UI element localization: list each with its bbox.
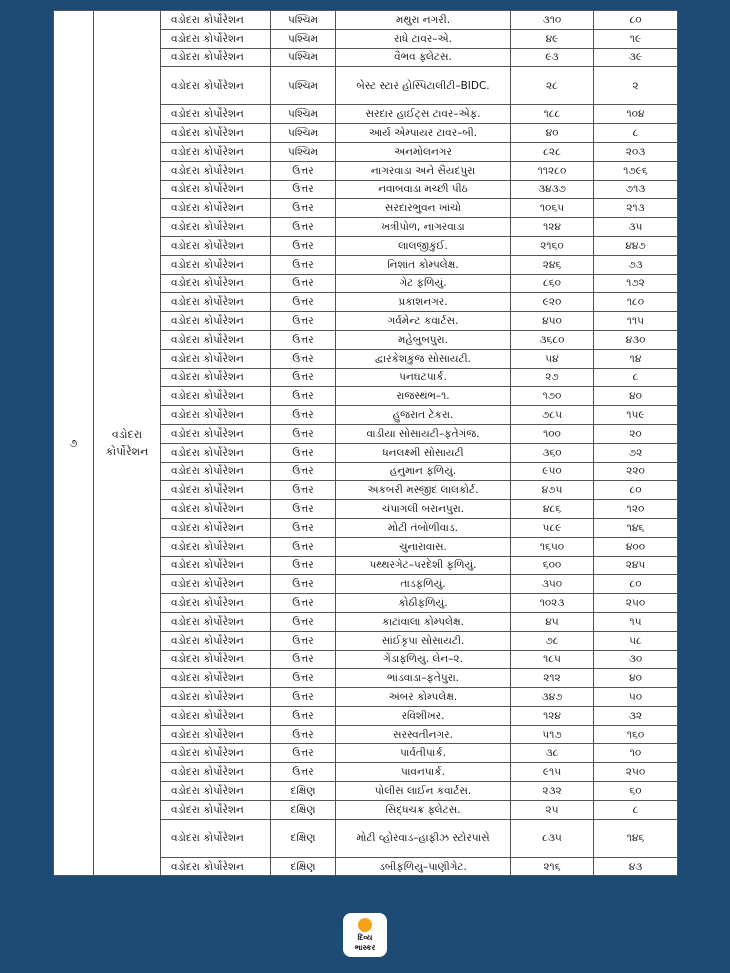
- population-cell: ૮૨૮: [511, 142, 594, 161]
- houses-cell: ૪૩૦: [594, 330, 678, 349]
- area-name-cell: કાટાંવાલા કોમ્પલેક્ષ.: [336, 612, 511, 631]
- zone-cell: ઉત્તર: [271, 631, 336, 650]
- population-cell: ૯૨૦: [511, 293, 594, 312]
- houses-cell: ૧૫૯: [594, 406, 678, 425]
- zone-cell: ઉત્તર: [271, 312, 336, 331]
- corporation-cell: વડોદરા કોર્પોરેશન: [161, 744, 271, 763]
- houses-cell: ૮: [594, 800, 678, 819]
- area-name-cell: રાધે ટાવર–એ.: [336, 29, 511, 48]
- population-cell: ૩૮: [511, 744, 594, 763]
- population-cell: ૫૮૯: [511, 518, 594, 537]
- houses-cell: ૮૦: [594, 575, 678, 594]
- population-cell: ૬૦૦: [511, 556, 594, 575]
- zone-cell: ઉત્તર: [271, 650, 336, 669]
- corporation-cell: વડોદરા કોર્પોરેશન: [161, 255, 271, 274]
- corporation-cell: વડોદરા કોર્પોરેશન: [161, 763, 271, 782]
- houses-cell: ૨૦૩: [594, 142, 678, 161]
- population-cell: ૧૨૪: [511, 218, 594, 237]
- area-name-cell: નિશાંત કોમ્પલેક્ષ.: [336, 255, 511, 274]
- corporation-cell: વડોદરા કોર્પોરેશન: [161, 29, 271, 48]
- population-cell: ૧૮૮: [511, 105, 594, 124]
- corporation-cell: વડોદરા કોર્પોરેશન: [161, 105, 271, 124]
- houses-cell: ૨૫૦: [594, 594, 678, 613]
- area-name-cell: ગર્વમેન્ટ કવાર્ટસ.: [336, 312, 511, 331]
- population-cell: ૮૩૫: [511, 819, 594, 857]
- corporation-cell: વડોદરા કોર્પોરેશન: [161, 556, 271, 575]
- corporation-cell: વડોદરા કોર્પોરેશન: [161, 575, 271, 594]
- table-row: [54, 11, 678, 30]
- area-name-cell: તાડફળિયું.: [336, 575, 511, 594]
- area-name-cell: હનુમાન ફળિયું.: [336, 462, 511, 481]
- area-name-cell: દ્વારકેશકુંજ સોસાયટી.: [336, 349, 511, 368]
- houses-cell: ૪૩: [594, 857, 678, 876]
- serial-number: ૭: [54, 11, 94, 876]
- population-cell: ૨૧૬: [511, 857, 594, 876]
- area-name-cell: ચંપાગલી બરાનપુરા.: [336, 500, 511, 519]
- houses-cell: ૨૦: [594, 424, 678, 443]
- area-name-cell: પાવનપાર્ક.: [336, 763, 511, 782]
- population-cell: ૪૦: [511, 124, 594, 143]
- corporation-cell: વડોદરા કોર્પોરેશન: [161, 518, 271, 537]
- houses-cell: ૩૫: [594, 218, 678, 237]
- population-cell: ૩૪૩૭: [511, 180, 594, 199]
- zone-cell: પશ્ચિમ: [271, 11, 336, 30]
- houses-cell: ૮: [594, 368, 678, 387]
- containment-zone-table-sheet: [53, 10, 677, 876]
- population-cell: ૩૧૦: [511, 11, 594, 30]
- corporation-cell: વડોદરા કોર્પોરેશન: [161, 236, 271, 255]
- zone-cell: ઉત્તર: [271, 236, 336, 255]
- houses-cell: ૨૪૫: [594, 556, 678, 575]
- corporation-cell: વડોદરા કોર્પોરેશન: [161, 199, 271, 218]
- population-cell: ૩૫૦: [511, 575, 594, 594]
- population-cell: ૪૭૫: [511, 481, 594, 500]
- houses-cell: ૨૧૩: [594, 199, 678, 218]
- area-name-cell: વૈભવ ફ્લેટસ.: [336, 48, 511, 67]
- zone-cell: પશ્ચિમ: [271, 29, 336, 48]
- zone-cell: દક્ષિણ: [271, 819, 336, 857]
- area-name-cell: ડબીફળિયું–પાણીગેટ.: [336, 857, 511, 876]
- houses-cell: ૫૦: [594, 688, 678, 707]
- population-cell: ૭૮: [511, 631, 594, 650]
- corporation-cell: વડોદરા કોર્પોરેશન: [161, 124, 271, 143]
- area-name-cell: સિદ્ધચક્ર ફ્લેટસ.: [336, 800, 511, 819]
- zone-cell: ઉત્તર: [271, 424, 336, 443]
- population-cell: ૧૦૦: [511, 424, 594, 443]
- zone-cell: ઉત્તર: [271, 199, 336, 218]
- corporation-cell: વડોદરા કોર્પોરેશન: [161, 462, 271, 481]
- area-name-cell: પનઘટપાર્ક.: [336, 368, 511, 387]
- area-name-cell: રાજસ્થંભ–૧.: [336, 387, 511, 406]
- population-cell: ૨૧૬૦: [511, 236, 594, 255]
- area-name-cell: રવિશીખર.: [336, 706, 511, 725]
- population-cell: ૨૮: [511, 67, 594, 105]
- zone-cell: ઉત્તર: [271, 688, 336, 707]
- zone-cell: ઉત્તર: [271, 556, 336, 575]
- houses-cell: ૧૭૯૬: [594, 161, 678, 180]
- area-name-cell: અંબર કોમ્પલેક્ષ.: [336, 688, 511, 707]
- area-name-cell: નાગરવાડા અને સૈયદપુરા: [336, 161, 511, 180]
- zone-cell: ઉત્તર: [271, 368, 336, 387]
- population-cell: ૪૯: [511, 29, 594, 48]
- area-name-cell: આર્ય એમ્પાયર ટાવર–બી.: [336, 124, 511, 143]
- zone-cell: દક્ષિણ: [271, 857, 336, 876]
- population-cell: ૨૧૨: [511, 669, 594, 688]
- zone-cell: ઉત્તર: [271, 443, 336, 462]
- logo-text-line1: દિવ્ય: [357, 933, 373, 942]
- corporation-cell: વડોદરા કોર્પોરેશન: [161, 161, 271, 180]
- population-cell: ૪૫૦: [511, 312, 594, 331]
- corporation-cell: વડોદરા કોર્પોરેશન: [161, 274, 271, 293]
- area-name-cell: ચુનારાવાસ.: [336, 537, 511, 556]
- population-cell: ૮૬૦: [511, 274, 594, 293]
- containment-zone-table: [53, 10, 678, 876]
- zone-cell: પશ્ચિમ: [271, 124, 336, 143]
- zone-cell: ઉત્તર: [271, 330, 336, 349]
- area-name-cell: પથ્થરગેટ–પરદેશી ફળિયું.: [336, 556, 511, 575]
- houses-cell: ૭૩: [594, 255, 678, 274]
- area-name-cell: લાલજીકુંઈ.: [336, 236, 511, 255]
- houses-cell: ૮૦: [594, 481, 678, 500]
- houses-cell: ૬૦: [594, 782, 678, 801]
- area-name-cell: બેસ્ટ સ્ટાર હોસ્પિટાલીટી–BIDC.: [336, 67, 511, 105]
- houses-cell: ૧૦: [594, 744, 678, 763]
- logo-text-line2: ભાસ્કર: [354, 943, 376, 952]
- divya-bhaskar-logo: [343, 913, 387, 957]
- population-cell: ૩૬૦: [511, 443, 594, 462]
- houses-cell: ૧૨૦: [594, 500, 678, 519]
- corporation-cell: વડોદરા કોર્પોરેશન: [161, 819, 271, 857]
- population-cell: ૯૩: [511, 48, 594, 67]
- zone-cell: ઉત્તર: [271, 669, 336, 688]
- houses-cell: ૧૮૦: [594, 293, 678, 312]
- houses-cell: ૪૦: [594, 669, 678, 688]
- corporation-cell: વડોદરા કોર્પોરેશન: [161, 218, 271, 237]
- population-cell: ૩૪૭: [511, 688, 594, 707]
- zone-cell: પશ્ચિમ: [271, 48, 336, 67]
- corporation-cell: વડોદરા કોર્પોરેશન: [161, 406, 271, 425]
- corporation-cell: વડોદરા કોર્પોરેશન: [161, 612, 271, 631]
- zone-cell: ઉત્તર: [271, 406, 336, 425]
- population-cell: ૧૦૨૩: [511, 594, 594, 613]
- corporation-cell: વડોદરા કોર્પોરેશન: [161, 688, 271, 707]
- corporation-cell: વડોદરા કોર્પોરેશન: [161, 725, 271, 744]
- zone-cell: ઉત્તર: [271, 274, 336, 293]
- population-cell: ૧૧૨૮૦: [511, 161, 594, 180]
- population-cell: ૨૫: [511, 800, 594, 819]
- population-cell: ૯૫૦: [511, 462, 594, 481]
- population-cell: ૧૨૪: [511, 706, 594, 725]
- area-name-cell: પાર્વતીપાર્ક.: [336, 744, 511, 763]
- population-cell: ૧૮૫: [511, 650, 594, 669]
- zone-cell: પશ્ચિમ: [271, 142, 336, 161]
- houses-cell: ૫૮: [594, 631, 678, 650]
- population-cell: ૫૧૭: [511, 725, 594, 744]
- area-name-cell: સરદાર હાઈટ્સ ટાવર–એફ.: [336, 105, 511, 124]
- zone-cell: ઉત્તર: [271, 537, 336, 556]
- corporation-cell: વડોદરા કોર્પોરેશન: [161, 800, 271, 819]
- corporation-name: વડોદરા કોર્પોરેશન: [94, 11, 161, 876]
- zone-cell: ઉત્તર: [271, 725, 336, 744]
- corporation-cell: વડોદરા કોર્પોરેશન: [161, 481, 271, 500]
- houses-cell: ૩૯: [594, 48, 678, 67]
- corporation-cell: વડોદરા કોર્પોરેશન: [161, 650, 271, 669]
- population-cell: ૩૬૮૦: [511, 330, 594, 349]
- population-cell: ૭૮૫: [511, 406, 594, 425]
- population-cell: ૪૮૬: [511, 500, 594, 519]
- zone-cell: ઉત્તર: [271, 763, 336, 782]
- zone-cell: ઉત્તર: [271, 744, 336, 763]
- population-cell: ૨૭: [511, 368, 594, 387]
- corporation-cell: વડોદરા કોર્પોરેશન: [161, 180, 271, 199]
- zone-cell: ઉત્તર: [271, 462, 336, 481]
- area-name-cell: મોટી તંબોળીવાડ.: [336, 518, 511, 537]
- corporation-cell: વડોદરા કોર્પોરેશન: [161, 330, 271, 349]
- houses-cell: ૨૨૦: [594, 462, 678, 481]
- corporation-cell: વડોદરા કોર્પોરેશન: [161, 424, 271, 443]
- zone-cell: ઉત્તર: [271, 255, 336, 274]
- zone-cell: પશ્ચિમ: [271, 105, 336, 124]
- zone-cell: ઉત્તર: [271, 387, 336, 406]
- area-name-cell: પોલીસ લાઈન કવાર્ટસ.: [336, 782, 511, 801]
- zone-cell: ઉત્તર: [271, 575, 336, 594]
- population-cell: ૯૧૫: [511, 763, 594, 782]
- houses-cell: ૧૪: [594, 349, 678, 368]
- area-name-cell: હુજરાત ટેકરા.: [336, 406, 511, 425]
- houses-cell: ૨: [594, 67, 678, 105]
- zone-cell: ઉત્તર: [271, 293, 336, 312]
- corporation-cell: વડોદરા કોર્પોરેશન: [161, 669, 271, 688]
- corporation-cell: વડોદરા કોર્પોરેશન: [161, 11, 271, 30]
- corporation-cell: વડોદરા કોર્પોરેશન: [161, 142, 271, 161]
- area-name-cell: અનમોલનગર: [336, 142, 511, 161]
- area-name-cell: વાડીયા સોસાયટી–ફતેગંજ.: [336, 424, 511, 443]
- area-name-cell: ખત્રીપોળ, નાગરવાડા: [336, 218, 511, 237]
- zone-cell: ઉત્તર: [271, 161, 336, 180]
- houses-cell: ૩૦: [594, 650, 678, 669]
- corporation-cell: વડોદરા કોર્પોરેશન: [161, 500, 271, 519]
- area-name-cell: મહેબુબપુરા.: [336, 330, 511, 349]
- population-cell: ૧૦૬૫: [511, 199, 594, 218]
- population-cell: ૪૫: [511, 612, 594, 631]
- area-name-cell: મોટી વ્હોરવાડ–હાફીઝ સ્ટોરપાસે: [336, 819, 511, 857]
- houses-cell: ૭૨: [594, 443, 678, 462]
- population-cell: ૨૪૬: [511, 255, 594, 274]
- population-cell: ૨૩૨: [511, 782, 594, 801]
- corporation-cell: વડોદરા કોર્પોરેશન: [161, 387, 271, 406]
- area-name-cell: ધનલક્ષ્મી સોસાયટી: [336, 443, 511, 462]
- area-name-cell: સરદારભુવન ખાંચો: [336, 199, 511, 218]
- corporation-cell: વડોદરા કોર્પોરેશન: [161, 443, 271, 462]
- population-cell: ૧૬૫૦: [511, 537, 594, 556]
- logo-sun-icon: [358, 918, 372, 932]
- corporation-cell: વડોદરા કોર્પોરેશન: [161, 857, 271, 876]
- houses-cell: ૩૨: [594, 706, 678, 725]
- corporation-cell: વડોદરા કોર્પોરેશન: [161, 293, 271, 312]
- corporation-cell: વડોદરા કોર્પોરેશન: [161, 631, 271, 650]
- area-name-cell: કોઠીફળિયું.: [336, 594, 511, 613]
- corporation-cell: વડોદરા કોર્પોરેશન: [161, 349, 271, 368]
- zone-cell: દક્ષિણ: [271, 782, 336, 801]
- population-cell: ૫૪: [511, 349, 594, 368]
- area-name-cell: નવાબવાડા મચ્છી પીઠ: [336, 180, 511, 199]
- corporation-cell: વડોદરા કોર્પોરેશન: [161, 312, 271, 331]
- area-name-cell: પ્રકાશનગર.: [336, 293, 511, 312]
- corporation-cell: વડોદરા કોર્પોરેશન: [161, 537, 271, 556]
- corporation-cell: વડોદરા કોર્પોરેશન: [161, 48, 271, 67]
- houses-cell: ૭૧૩: [594, 180, 678, 199]
- corporation-cell: વડોદરા કોર્પોરેશન: [161, 706, 271, 725]
- houses-cell: ૧૫: [594, 612, 678, 631]
- houses-cell: ૨૫૦: [594, 763, 678, 782]
- population-cell: ૧૭૦: [511, 387, 594, 406]
- houses-cell: ૧૦૪: [594, 105, 678, 124]
- zone-cell: ઉત્તર: [271, 594, 336, 613]
- zone-cell: ઉત્તર: [271, 349, 336, 368]
- houses-cell: ૧૬૦: [594, 725, 678, 744]
- houses-cell: ૧૪૬: [594, 518, 678, 537]
- area-name-cell: સરસ્વતીનગર.: [336, 725, 511, 744]
- area-name-cell: ભાંડવાડા–ફતેપુરા.: [336, 669, 511, 688]
- houses-cell: ૧૯: [594, 29, 678, 48]
- houses-cell: ૪૪૭: [594, 236, 678, 255]
- zone-cell: ઉત્તર: [271, 518, 336, 537]
- corporation-cell: વડોદરા કોર્પોરેશન: [161, 594, 271, 613]
- zone-cell: ઉત્તર: [271, 481, 336, 500]
- area-name-cell: ગેંડાફળિયું. લેન–૨.: [336, 650, 511, 669]
- corporation-cell: વડોદરા કોર્પોરેશન: [161, 368, 271, 387]
- area-name-cell: ગેટ ફળિયું.: [336, 274, 511, 293]
- corporation-cell: વડોદરા કોર્પોરેશન: [161, 67, 271, 105]
- zone-cell: ઉત્તર: [271, 218, 336, 237]
- houses-cell: ૧૭૨: [594, 274, 678, 293]
- zone-cell: ઉત્તર: [271, 706, 336, 725]
- zone-cell: ઉત્તર: [271, 612, 336, 631]
- houses-cell: ૮: [594, 124, 678, 143]
- zone-cell: ઉત્તર: [271, 180, 336, 199]
- houses-cell: ૪૦૦: [594, 537, 678, 556]
- houses-cell: ૪૦: [594, 387, 678, 406]
- houses-cell: ૧૪૬: [594, 819, 678, 857]
- area-name-cell: સાંઈકૃપા સોસાયટી.: [336, 631, 511, 650]
- area-name-cell: મથુરા નગરી.: [336, 11, 511, 30]
- houses-cell: ૧૧૫: [594, 312, 678, 331]
- houses-cell: ૮૦: [594, 11, 678, 30]
- zone-cell: ઉત્તર: [271, 500, 336, 519]
- corporation-cell: વડોદરા કોર્પોરેશન: [161, 782, 271, 801]
- zone-cell: દક્ષિણ: [271, 800, 336, 819]
- area-name-cell: અકબરી મસ્જીદ લાલકોર્ટ.: [336, 481, 511, 500]
- zone-cell: પશ્ચિમ: [271, 67, 336, 105]
